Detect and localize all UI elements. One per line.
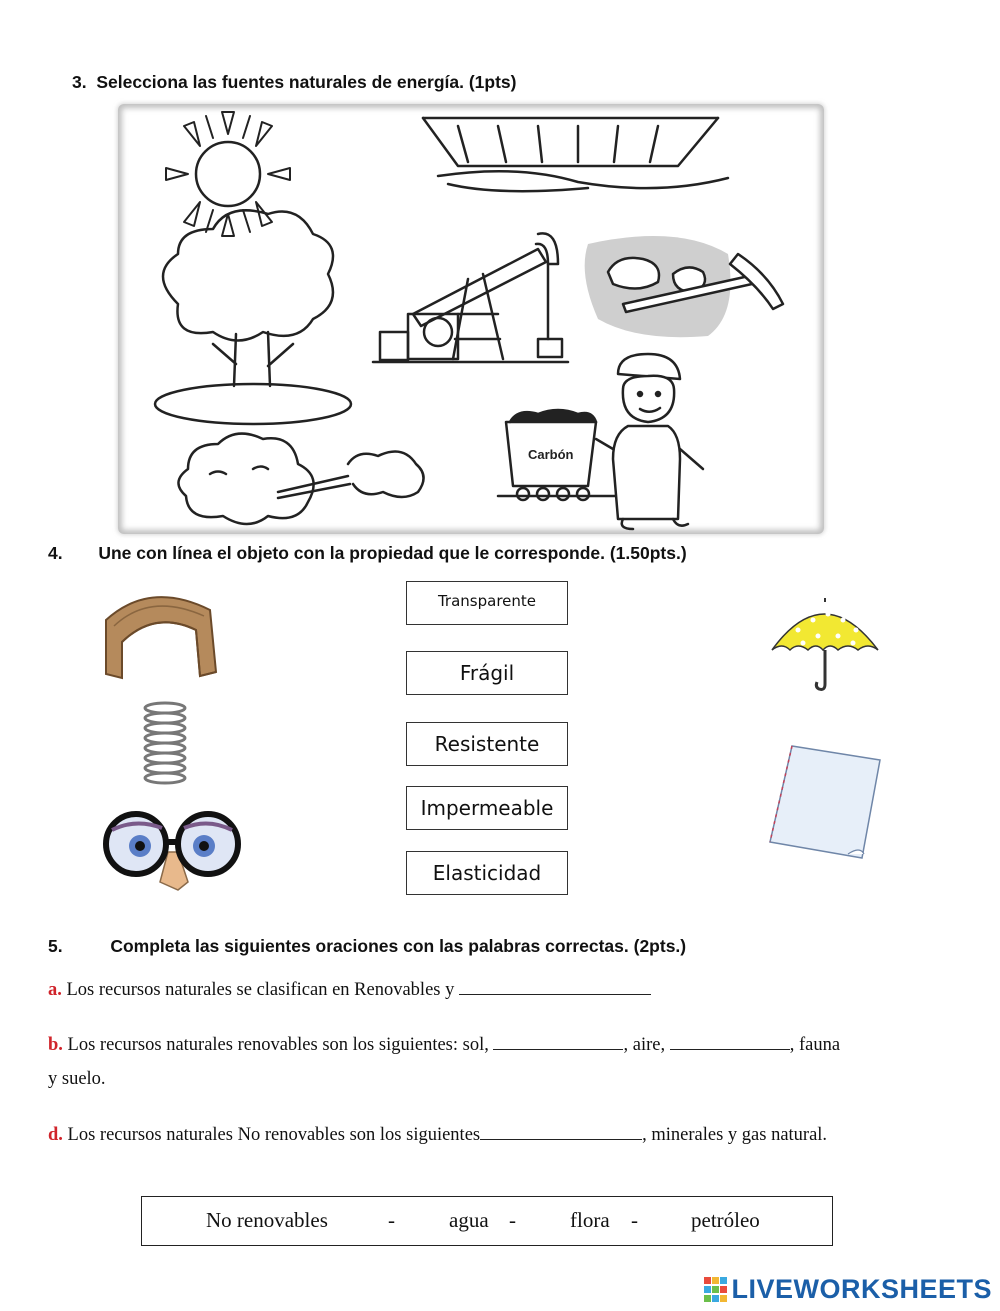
question-5-title	[48, 936, 686, 957]
question-4-text: Une con línea el objeto con la propiedad que le corresponde. (1.50pts.)	[98, 543, 687, 563]
dam-icon[interactable]	[423, 118, 728, 191]
word-bank-separator-3: -	[631, 1208, 638, 1232]
liveworksheets-logo-text: LIVEWORKSHEETS	[731, 1274, 992, 1304]
sun-icon[interactable]	[166, 112, 290, 236]
word-bank-separator-2: -	[509, 1208, 516, 1232]
property-box-transparente[interactable]: Transparente	[406, 581, 568, 625]
wind-cloud-icon[interactable]	[178, 434, 423, 524]
word-bank-word-4: petróleo	[691, 1208, 760, 1232]
sentence-b-text2: , aire,	[623, 1035, 666, 1055]
cart-label: Carbón	[528, 447, 574, 462]
wooden-bridge-image[interactable]	[100, 590, 220, 685]
sentence-b-line2: y suelo.	[48, 1069, 106, 1089]
liveworksheets-logo	[704, 1274, 992, 1305]
sentence-b-text3: , fauna	[789, 1035, 841, 1055]
word-bank-word-2: agua	[449, 1208, 489, 1232]
energy-sources-image	[118, 104, 824, 534]
property-box-resistente[interactable]: Resistente	[406, 722, 568, 766]
word-bank-word-1: No renovables	[206, 1208, 328, 1232]
word-bank-word-3: flora	[570, 1208, 610, 1232]
blank-d1[interactable]	[480, 1123, 642, 1140]
property-box-impermeable[interactable]: Impermeable	[406, 786, 568, 830]
tree-icon[interactable]	[155, 210, 351, 424]
question-5-text: Completa las siguientes oraciones con las palabras correctas. (2pts.)	[110, 936, 687, 956]
liveworksheets-logo-icon	[704, 1277, 728, 1303]
sentence-a	[48, 978, 651, 1001]
word-bank	[141, 1196, 833, 1246]
sentence-b-text1: Los recursos naturales renovables son los siguientes: sol,	[67, 1035, 489, 1055]
glasses-image[interactable]	[100, 812, 245, 899]
sentence-b	[48, 1033, 840, 1056]
property-box-elasticidad[interactable]: Elasticidad	[406, 851, 568, 895]
sentence-d-text2: , minerales y gas natural.	[642, 1125, 828, 1145]
blank-b1[interactable]	[493, 1033, 623, 1050]
question-3-number: 3.	[72, 72, 87, 92]
coal-pick-icon[interactable]	[585, 236, 783, 337]
question-4-title	[48, 543, 687, 564]
word-bank-separator-1: -	[388, 1208, 395, 1232]
paper-sheet-image[interactable]	[762, 742, 887, 867]
sentence-a-letter: a.	[48, 980, 62, 1000]
sentence-d	[48, 1123, 827, 1146]
energy-sources-drawing	[118, 104, 824, 534]
question-3-title	[72, 72, 517, 93]
spring-image[interactable]	[140, 700, 190, 793]
oil-pump-icon[interactable]	[373, 233, 568, 362]
question-4-number: 4.	[48, 543, 63, 563]
property-box-fragil[interactable]: Frágil	[406, 651, 568, 695]
question-5-number: 5.	[48, 936, 63, 956]
blank-b2[interactable]	[670, 1033, 790, 1050]
sentence-a-text: Los recursos naturales se clasifican en Renovables y	[66, 980, 455, 1000]
umbrella-image[interactable]	[768, 598, 883, 698]
sentence-d-letter: d.	[48, 1125, 63, 1145]
coal-miner-icon[interactable]	[498, 354, 703, 529]
sentence-d-text1: Los recursos naturales No renovables son los siguientes	[67, 1125, 481, 1145]
question-3-text: Selecciona las fuentes naturales de energía. (1pts)	[96, 72, 517, 92]
blank-a1[interactable]	[459, 978, 651, 995]
sentence-b-letter: b.	[48, 1035, 63, 1055]
